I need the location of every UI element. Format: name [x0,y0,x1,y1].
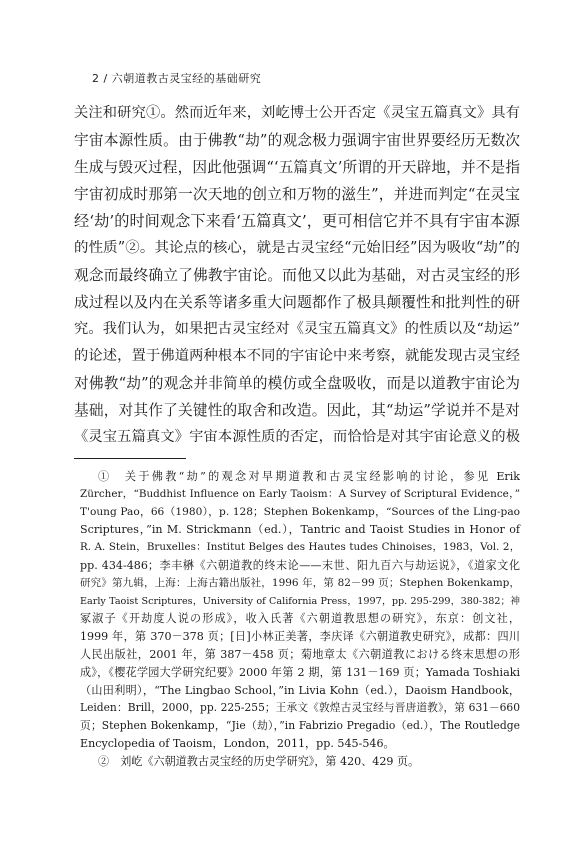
footnote-line: Early Taoist Scriptures，University of California Press，1997，pp. 295-299，380-382；神 [80,595,520,607]
body-line: 经‘劫’的时间观念下来看‘五篇真文’，更可相信它并不具有宇宙本源 [74,212,520,230]
footnote-line: 冢淑子《开劫度人说の形成》，收入氏著《六朝道教思想の研究》，东京：创文社， [80,612,520,626]
footnotes [80,468,520,771]
body-line: 对佛教“劫”的观念并非简单的模仿或全盘吸收，而是以道教宇宙论为 [74,375,520,392]
body-line: 的论述，置于佛道两种根本不同的宇宙论中来考察，就能发现古灵宝经 [74,348,520,364]
body-line: 关注和研究①。然而近年来，刘屹博士公开否定《灵宝五篇真文》具有 [74,105,520,121]
footnote-line: ① 关于佛教“劫”的观念对早期道教和古灵宝经影响的讨论，参见 Erik [98,470,520,483]
footnote-line: pp. 434-486；李丰楙《六朝道教的终末论——末世、阳九百六与劫运说》，《道家文化 [80,558,520,572]
footnote-line: 人民出版社，2001 年，第 387－458 页；菊地章太《六朝道教における终末思想の形 [80,647,520,661]
footnote-line: 成》，《樱花学园大学研究纪要》2000 年第 2 期，第 131－169 页；Yamada Toshiaki [80,665,520,679]
footnote-divider [74,458,186,459]
main-body-text [74,100,520,451]
footnote-line: Scriptures，”in M. Strickmann（ed.），Tantric and Taoist Studies in Honor of [80,523,520,537]
body-line: 成过程以及内在关系等诸多重大问题都作了极具颠覆性和批判性的研 [74,294,520,311]
footnote-line: ② 刘屹《六朝道教古灵宝经的历史学研究》，第 420、429 页。 [98,754,420,768]
footnote-line: T'oung Pao，66（1980），p. 128；Stephen Bokenkamp，“Sources of the Ling-pao [80,505,520,518]
body-line: 的性质”②。其论点的核心，就是古灵宝经“元始旧经”因为吸收“劫”的 [74,240,520,256]
body-line: 《灵宝五篇真文》宇宙本源性质的否定，而恰恰是对其宇宙论意义的极 [74,429,520,445]
footnote-line: Leiden：Brill，2000，pp. 225-255；王承文《敦煌古灵宝经与晋唐道教》，第 631－660 [80,701,520,715]
body-line: 究。我们认为，如果把古灵宝经对《灵宝五篇真文》的性质以及“劫运” [74,321,520,337]
body-line: 生成与毁灭过程，因此他强调“‘五篇真文’所谓的开天辟地，并不是指 [74,159,520,176]
footnote-line: （山田利明），“The Lingbao School，”in Livia Kohn（ed.），Daoism Handbook， [80,683,520,697]
body-line: 宇宙本源性质。由于佛教“劫”的观念极力强调宇宙世界要经历无数次 [74,132,520,149]
footnote-line: 研究》第九辑，上海：上海古籍出版社，1996 年，第 82－99 页；Stephen Bokenkamp， [80,576,520,589]
body-line: 观念而最终确立了佛教宇宙论。而他又以此为基础，对古灵宝经的形 [74,267,520,284]
footnote-line: Encyclopedia of Taoism，London，2011，pp. 545-546。 [80,736,395,750]
footnote-line: 页；Stephen Bokenkamp，“Jie（劫），”in Fabrizio Pregadio（ed.），The Routledge [80,719,520,733]
body-line: 宇宙初成时那第一次天地的创立和万物的滋生”，并进而判定“在灵宝 [74,186,520,203]
footnote-line: R. A. Stein，Bruxelles：Institut Belges des Hautes tudes Chinoises，1983，Vol. 2， [80,541,520,554]
running-header: 2 / 六朝道教古灵宝经的基础研究 [92,72,262,85]
footnote-line: Zürcher，“Buddhist Influence on Early Taoism：A Survey of Scriptural Evidence，” [80,487,520,500]
footnote-line: 1999 年，第 370－378 页；[日]小林正美著，李庆译《六朝道教史研究》，成都：四川 [80,630,520,644]
body-line: 基础，对其作了关键性的取舍和改造。因此，其“劫运”学说并不是对 [74,402,520,419]
